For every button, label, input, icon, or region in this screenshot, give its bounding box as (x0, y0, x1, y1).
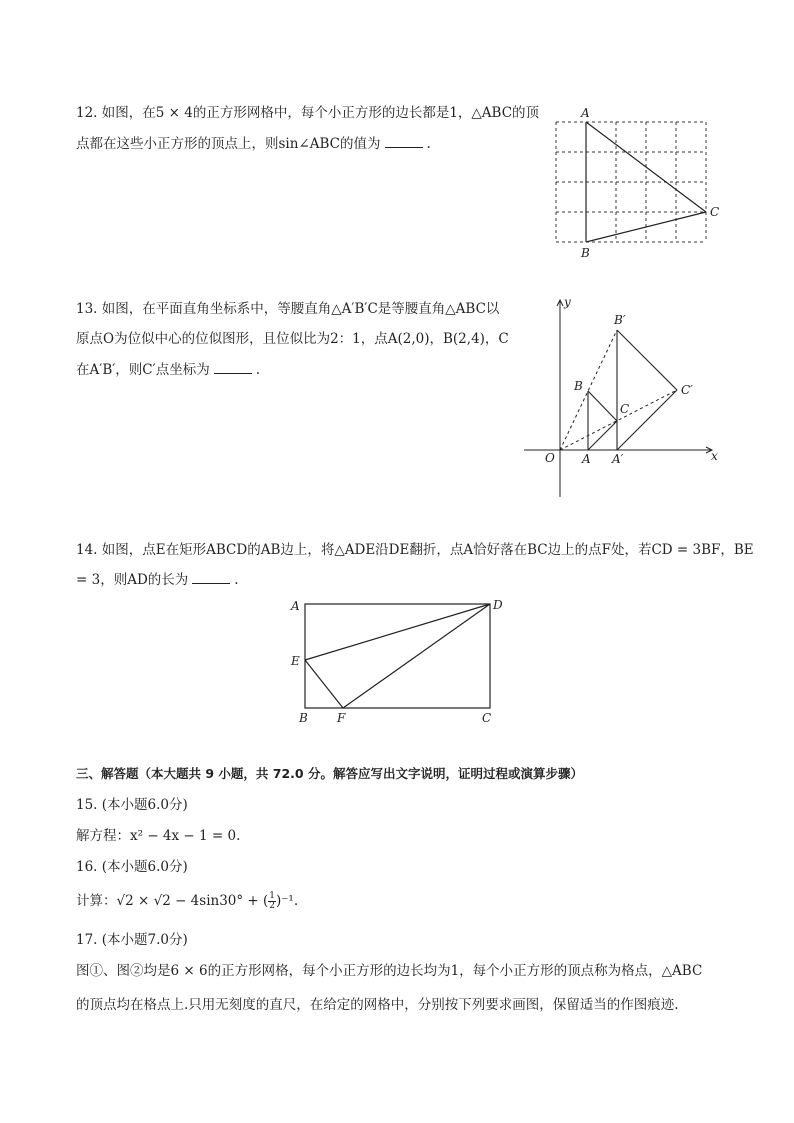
q12-line2-text: 点都在这些小正方形的顶点上，则sin∠ABC的值为 (76, 136, 381, 152)
label-a: A (581, 106, 590, 120)
label-y: y (564, 295, 571, 309)
q12-line1: 12. 如图，在5 × 4的正方形网格中，每个小正方形的边长都是1，△ABC的顶 (76, 105, 540, 121)
label-d: D (493, 598, 503, 612)
q16-title: 16. (本小题6.0分) (76, 859, 188, 875)
label-c: C (710, 205, 720, 219)
label-e: E (291, 654, 300, 668)
fraction-numerator: 1 (269, 891, 276, 901)
fraction-denominator: 2 (269, 901, 276, 911)
q17-title: 17. (本小题7.0分) (76, 932, 188, 948)
q13-line1: 13. 如图，在平面直角坐标系中，等腰直角△A′B′C是等腰直角△ABC以 (76, 301, 500, 317)
label-c: C (620, 402, 630, 416)
label-a: A (582, 452, 591, 466)
label-b: B (574, 379, 583, 393)
q13-line2: 原点O为位似中心的位似图形，且位似比为2：1，点A(2,0)，B(2,4)，C (76, 331, 509, 347)
q13-line3-text: 在A′B′，则C′点坐标为 (76, 362, 210, 378)
q14-line1: 14. 如图，点E在矩形ABCD的AB边上，将△ADE沿DE翻折，点A恰好落在BC边上的点F处，若CD = 3BF，BE (76, 542, 754, 558)
q12-line2-end: . (426, 136, 431, 152)
q14-line2-text: = 3，则AD的长为 (76, 572, 189, 588)
label-o: O (545, 451, 555, 465)
label-a-prime: A′ (612, 452, 624, 466)
label-c-prime: C′ (681, 383, 693, 397)
q15-content: 解方程：x² − 4x − 1 = 0. (76, 828, 241, 844)
section-heading: 三、解答题（本大题共 9 小题，共 72.0 分。解答应写出文字说明，证明过程或演算步骤） (76, 766, 583, 781)
label-b: B (299, 711, 308, 725)
label-b-prime: B′ (614, 313, 626, 327)
q14-line2-end: . (234, 572, 239, 588)
q16-content (76, 892, 298, 911)
q17-line2: 的顶点均在格点上.只用无刻度的直尺，在给定的网格中，分别按下列要求画图，保留适当的作图痕迹. (76, 997, 679, 1013)
q15-title: 15. (本小题6.0分) (76, 797, 188, 813)
fraction-half (268, 892, 276, 911)
label-x: x (711, 449, 718, 463)
label-b: B (581, 246, 590, 260)
q13-line3-end: . (255, 362, 260, 378)
rectangle-abcd (305, 604, 490, 708)
q16-expression-end: )⁻¹. (276, 893, 299, 909)
label-f: F (337, 711, 346, 725)
label-a: A (291, 599, 300, 613)
label-c: C (482, 711, 492, 725)
q17-line1: 图①、图②均是6 × 6的正方形网格，每个小正方形的边长均为1，每个小正方形的顶点称为格点，△ABC (76, 963, 703, 979)
q16-expression: 计算：√2 × √2 − 4sin30° + ( (76, 893, 269, 909)
